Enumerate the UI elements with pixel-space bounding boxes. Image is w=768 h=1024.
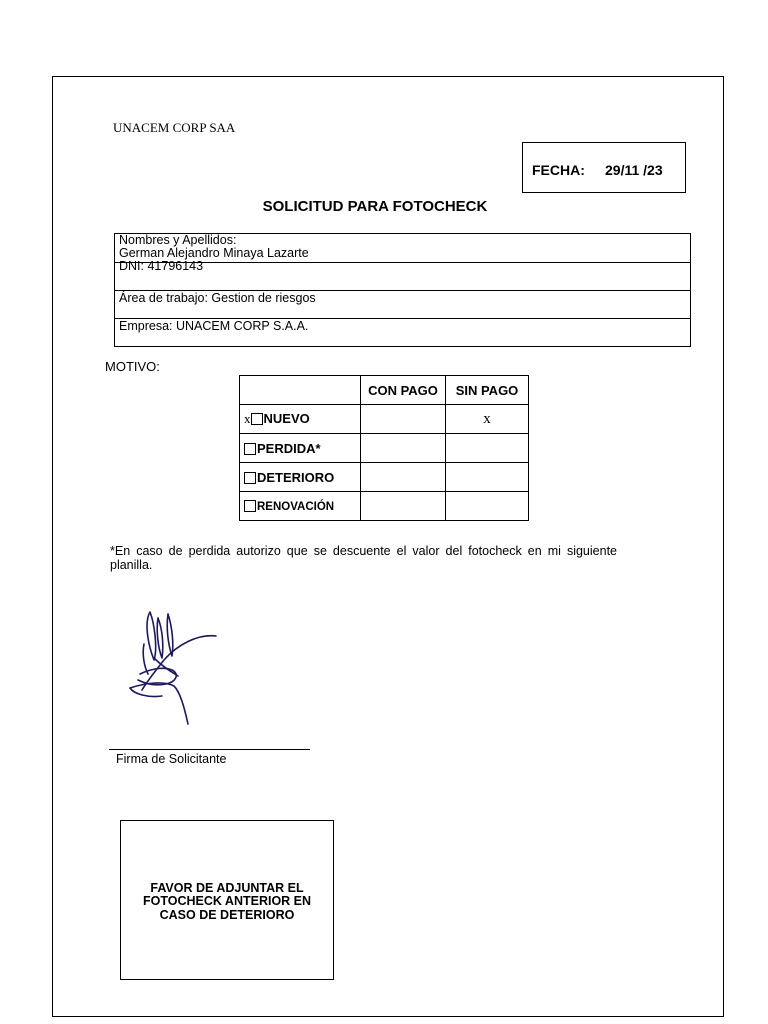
renovacion-checkbox[interactable] [244,500,256,512]
renovacion-sin-pago-cell[interactable] [446,492,529,521]
motivo-table [239,375,529,521]
nombres-value: German Alejandro Minaya Lazarte [119,246,309,260]
nuevo-checkbox[interactable] [251,413,263,425]
nuevo-con-pago-cell[interactable] [361,405,446,434]
deterioro-sin-pago-cell[interactable] [446,463,529,492]
option-label: NUEVO [263,411,310,426]
applicant-info-table [114,233,691,347]
loss-authorization-note: *En caso de perdida autorizo que se descuente el valor del fotocheck en mi siguiente planilla. [110,544,617,572]
info-row-area [115,290,690,318]
perdida-con-pago-cell[interactable] [361,434,446,463]
signature-label: Firma de Solicitante [116,752,227,766]
motivo-header-empty [240,376,361,405]
motivo-header-row [240,376,529,405]
fecha-box [522,142,686,193]
fecha-label: FECHA: [532,162,585,178]
motivo-row-perdida [240,434,529,463]
signature-image [118,600,228,730]
info-row-dni [115,259,690,290]
motivo-row-nuevo [240,405,529,434]
header-sin-pago: SIN PAGO [446,376,529,405]
deterioro-checkbox[interactable] [244,472,256,484]
empresa-value: Empresa: UNACEM CORP S.A.A. [119,319,309,333]
deterioro-con-pago-cell[interactable] [361,463,446,492]
motivo-row-deterioro [240,463,529,492]
option-renovacion [240,492,361,521]
info-row-empresa [115,318,690,346]
fecha-value: 29/11 /23 [605,162,663,178]
nuevo-x-mark: x [244,411,251,426]
option-label: RENOVACIÓN [257,500,335,513]
attach-note-text: FAVOR DE ADJUNTAR EL FOTOCHECK ANTERIOR EN CASO DE DETERIORO [142,880,312,922]
nombres-label: Nombres y Apellidos: [119,233,237,247]
area-value: Área de trabajo: Gestion de riesgos [119,291,316,305]
company-name: UNACEM CORP SAA [113,120,236,135]
header-con-pago: CON PAGO [361,376,446,405]
info-row-nombres [115,234,690,262]
option-nuevo [240,405,361,434]
perdida-checkbox[interactable] [244,443,256,455]
dni-value: DNI: 41796143 [119,259,204,273]
perdida-sin-pago-cell[interactable] [446,434,529,463]
option-perdida [240,434,361,463]
option-label: PERDIDA* [257,440,321,456]
renovacion-con-pago-cell[interactable] [361,492,446,521]
motivo-row-renovacion [240,492,529,521]
option-deterioro [240,463,361,492]
attach-note-box [120,820,334,980]
page-title: SOLICITUD PARA FOTOCHECK [262,198,488,215]
nuevo-sin-pago-cell[interactable]: x [446,405,529,434]
option-label: DETERIORO [257,469,335,485]
motivo-label: MOTIVO: [105,359,160,374]
signature-line [109,749,310,750]
